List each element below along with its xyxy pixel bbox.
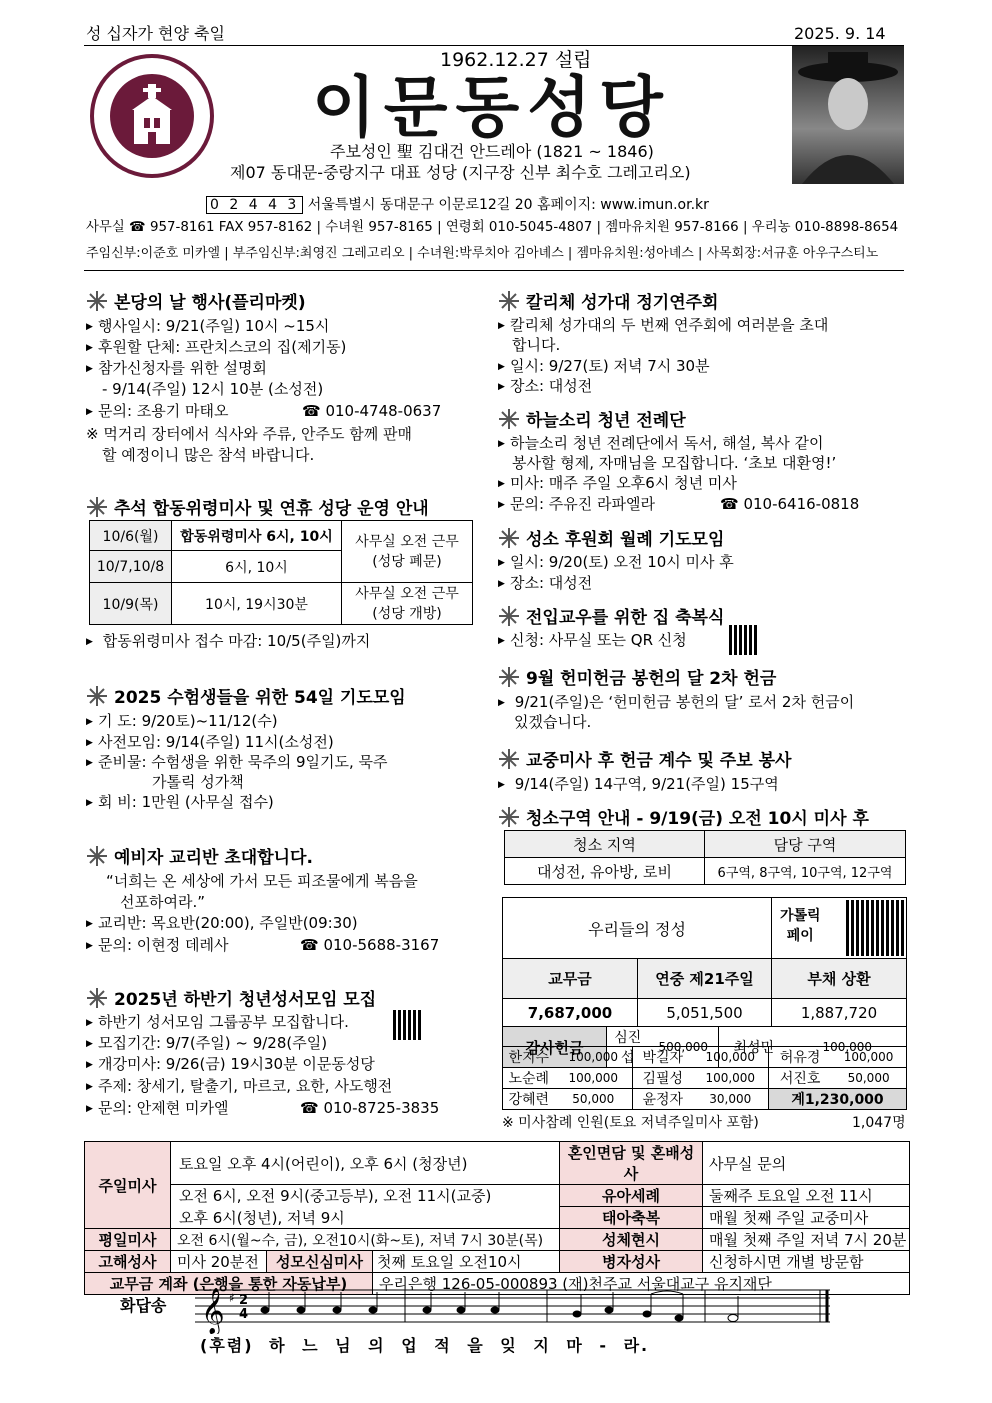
section-title-rice-offering: 9월 헌미헌금 봉헌의 달 2차 헌금 [498, 664, 776, 689]
catholic-pay-qr-icon[interactable] [846, 900, 904, 956]
svg-text:4: 4 [239, 1307, 249, 1322]
ornament-icon [498, 527, 520, 549]
section-title-flea-market: 본당의 날 행사(플리마켓) [86, 288, 306, 313]
section-title-house-blessing: 전입교우를 위한 집 축복식 [498, 603, 724, 628]
section-title-chuseok: 추석 합동위령미사 및 연휴 성당 운영 안내 [86, 494, 429, 519]
ornament-icon [498, 408, 520, 430]
section-title-catechumen: 예비자 교리반 초대합니다. [86, 843, 313, 868]
s1-line: 참가신청자를 위한 설명회 [98, 359, 267, 377]
donor-table-rows: 한지수 100,000 박길자 100,000 허유경 100,000 노순례 100,000 김필성 100,000 서진호 50,000 강혜련 50,000 윤정자 30,000 계1,230,000 [502, 1046, 907, 1110]
svg-text:2: 2 [239, 1293, 249, 1308]
ornament-icon [86, 685, 108, 707]
ornament-icon [498, 290, 520, 312]
founded-date: 1962.12.27 설립 [440, 49, 592, 71]
section-title-cleaning: 청소구역 안내 - 9/19(금) 오전 10시 미사 후 [498, 804, 869, 829]
section-title-bible-group: 2025년 하반기 청년성서모임 모집 [86, 985, 376, 1010]
psalm-lyric: (후렴) 하 느 님 의 업 적 을 잊 지 마 - 라. [200, 1336, 650, 1355]
ornament-icon [498, 605, 520, 627]
church-title: 이문동성당 [312, 69, 671, 146]
issue-date: 2025. 9. 14 [794, 24, 886, 43]
attendance-label: ※ 미사참례 인원(토요 저녁주일미사 포함) [502, 1115, 759, 1131]
s1-line: 행사일시: 9/21(주일) 10시 ~15시 [98, 317, 330, 335]
section-title-youth-liturgy: 하늘소리 청년 전례단 [498, 406, 686, 431]
church-logo [88, 52, 216, 180]
s1-note: ※ 먹거리 장터에서 식사와 주류, 안주도 함께 판매 [86, 425, 413, 443]
s1-line: - 9/14(주일) 12시 10분 (소성전) [102, 380, 324, 398]
ornament-icon [86, 845, 108, 867]
ornament-icon [86, 496, 108, 518]
address-text: 서울특별시 동대문구 이문로12길 20 홈페이지: www.imun.or.kr [307, 197, 709, 213]
psalm-label: 화답송 [120, 1296, 167, 1315]
feast-name: 성 십자가 현양 축일 [86, 24, 225, 43]
music-staff [195, 1284, 835, 1334]
svg-text:𝄞: 𝄞 [201, 1288, 225, 1334]
section-title-exam-prayer: 2025 수험생들을 위한 54일 기도모임 [86, 683, 406, 708]
s2-footer: 합동위령미사 접수 마감: 10/5(주일)까지 [102, 632, 371, 650]
blessing-qr-icon[interactable] [729, 625, 759, 655]
district: 제07 동대문-중랑지구 대표 성당 (지구장 신부 최수호 그레고리오) [230, 163, 691, 182]
postal-code: 0 2 4 4 3 [206, 196, 303, 214]
cleaning-table: 청소 지역 담당 구역 대성전, 유아방, 로비 6구역, 8구역, 10구역, 12구역 [504, 830, 906, 885]
bible-qr-icon[interactable] [393, 1010, 423, 1040]
patron-saint: 주보성인 聖 김대건 안드레아 (1821 ~ 1846) [330, 142, 654, 161]
section-title-counting: 교중미사 후 헌금 계수 및 주보 봉사 [498, 746, 791, 771]
chuseok-table: 10/6(월) 합동위령미사 6시, 10시 사무실 오전 근무 (성당 폐문) 10/7,10/8 6시, 10시 10/9(목) 10시, 19시30분 사무실 오전 근무 (성당 개방) [89, 520, 473, 625]
s1-line: 후원할 단체: 프란치스코의 집(제기동) [98, 338, 347, 356]
s1-phone: ☎ 010-4748-0637 [302, 402, 442, 420]
phone-line: 사무실 ☎ 957-8161 FAX 957-8162 | 수녀원 957-8165 | 연령회 010-5045-4807 | 젬마유치원 957-8166 | 우리농 010-8898-8654 [86, 220, 899, 235]
svg-text:♯: ♯ [229, 1291, 235, 1305]
mass-schedule-table: 주일미사 토요일 오후 4시(어린이), 오후 6시 (청장년) 혼인면담 및 혼배성사 사무실 문의 오전 6시, 오전 9시(중고등부), 오전 11시(교중) 유아세례 둘째주 토요일 오전 11시 오후 6시(청년), 저녁 9시 태아축복 매월 첫째 주일 교중미사 평일미사 오전 6시(월~수, 금), 오전10시(화~토), 저녁 7시 30분(목) 성체현시 매월 첫째 주일 저녁 7시 20분 고해성사 미사 20분전 성모신심미사 첫째 토요일 오전10시 병자성사 신청하시면 개별 방문함 교무금 계좌 (은행을 통한 자동납부) 우리은행 126-05-000893 (재)천주교 서울대교구 유지재단 [84, 1141, 910, 1295]
address [206, 195, 709, 215]
saint-portrait [792, 46, 904, 184]
s1-line: 문의: 조용기 마태오 [98, 402, 229, 420]
ornament-icon [498, 748, 520, 770]
ornament-icon [498, 806, 520, 828]
donor-table: 감사헌금 심진섭 500,000 최성민 100,000 [502, 1026, 907, 1068]
ornament-icon [86, 987, 108, 1009]
ornament-icon [86, 290, 108, 312]
attendance-count: 1,047명 [852, 1115, 906, 1131]
ornament-icon [498, 666, 520, 688]
s1-note: 할 예정이니 많은 참석 바랍니다. [102, 446, 315, 464]
section-title-vocation: 성소 후원회 월례 기도모임 [498, 525, 724, 550]
offering-table: 우리들의 정성 가톨릭 페이 교무금 연중 제21주일 부채 상환 7,687,000 5,051,500 1,887,720 [502, 897, 907, 1027]
staff-line: 주임신부:이준호 미카엘 | 부주임신부:최영진 그레고리오 | 수녀원:박루치아 김아녜스 | 젬마유치원:성아녜스 | 사목회장:서규훈 아우구스티노 [86, 246, 879, 261]
section-title-choir: 칼리체 성가대 정기연주회 [498, 288, 718, 313]
